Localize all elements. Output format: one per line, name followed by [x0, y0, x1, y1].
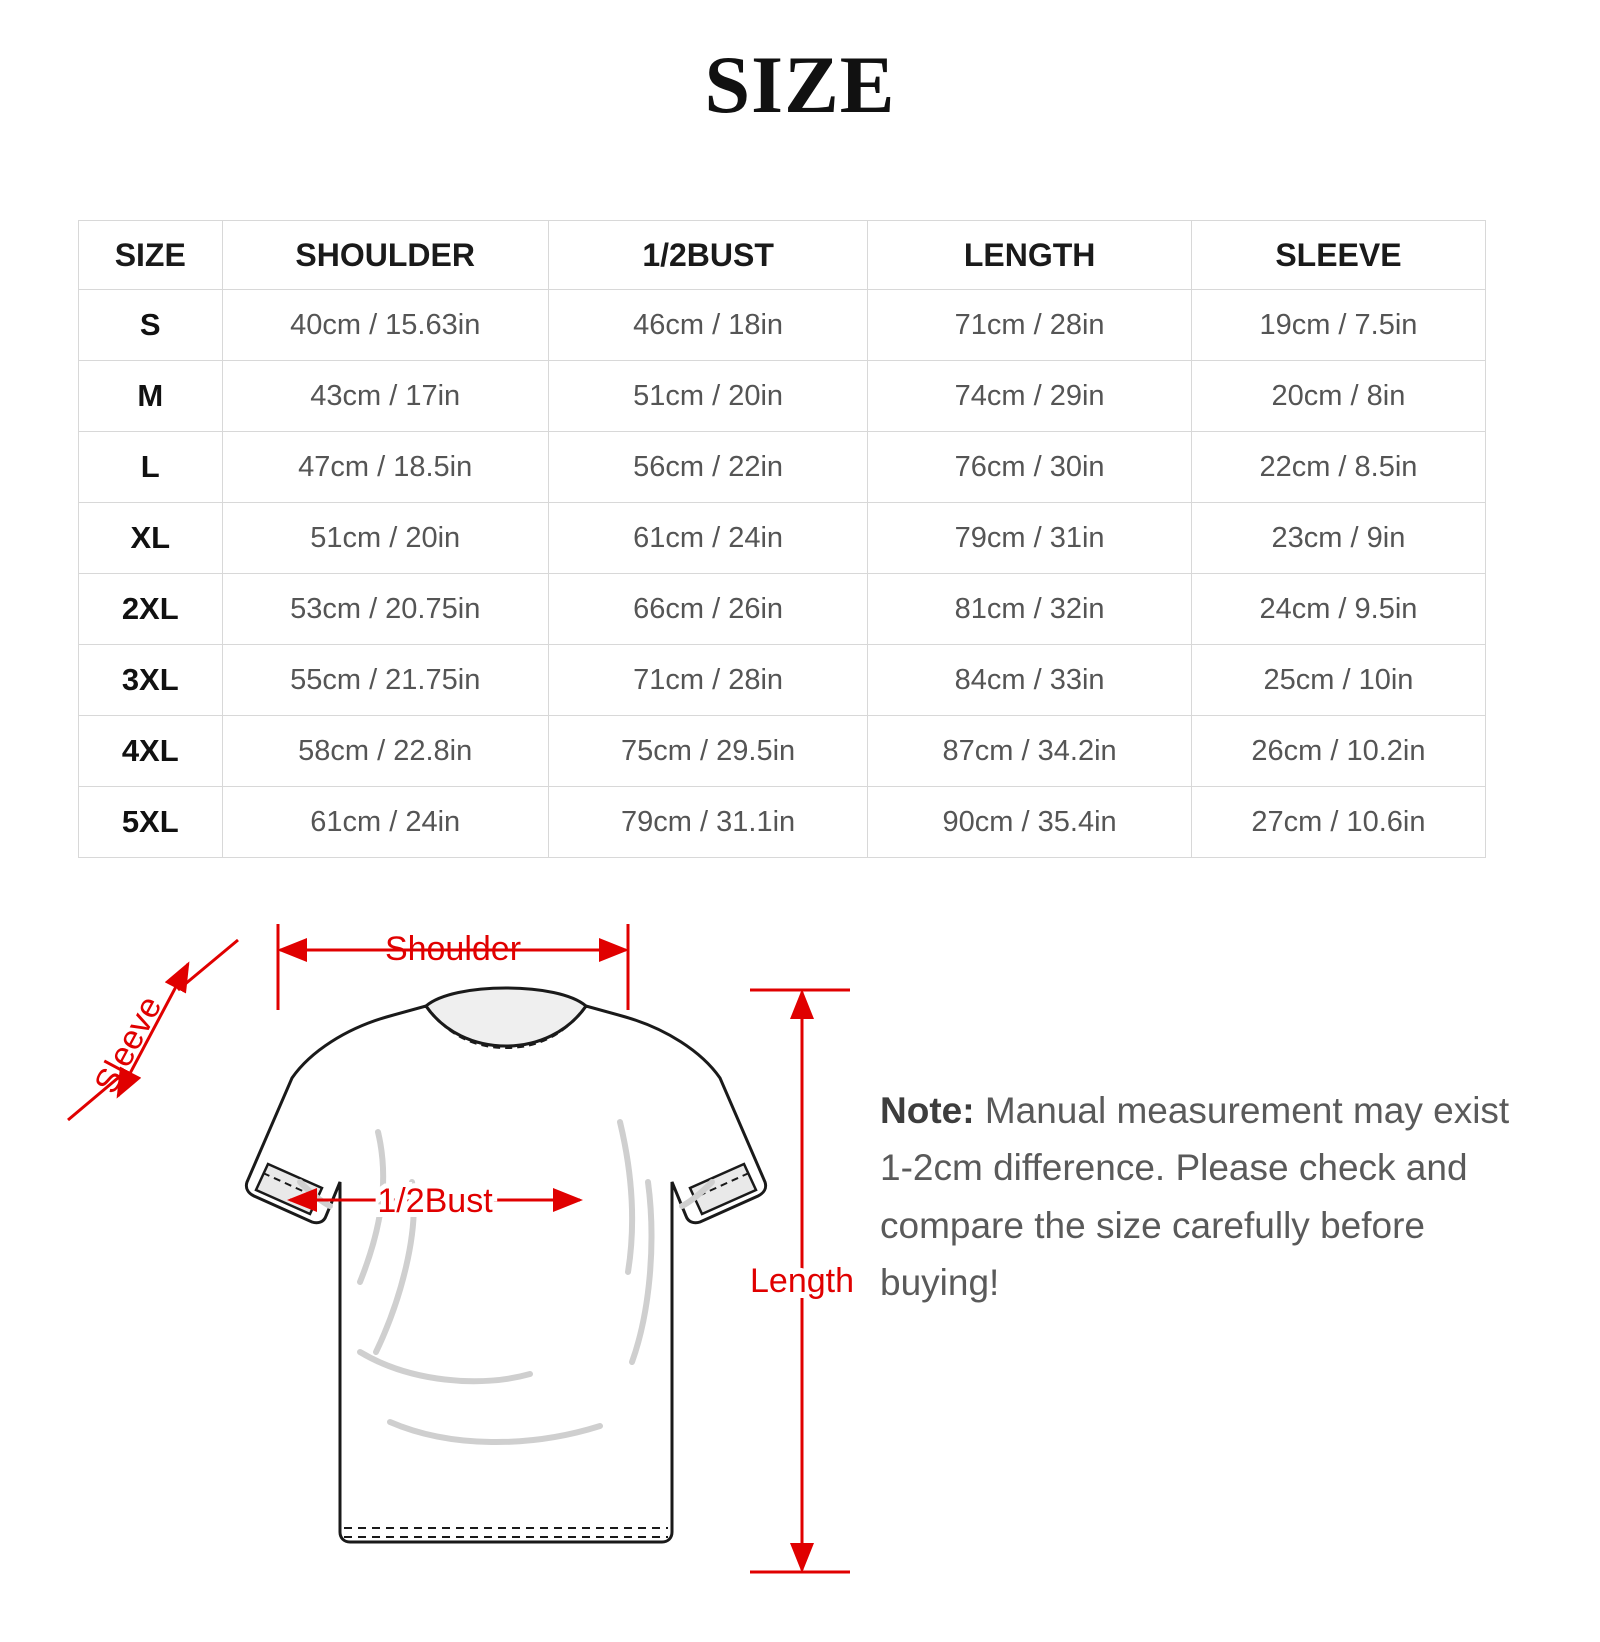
- cell-length: 74cm / 29in: [868, 361, 1192, 432]
- cell-size: 5XL: [79, 787, 223, 858]
- table-row: [79, 645, 1486, 716]
- cell-size: 2XL: [79, 574, 223, 645]
- table-row: [79, 716, 1486, 787]
- cell-size: 3XL: [79, 645, 223, 716]
- cell-sleeve: 19cm / 7.5in: [1191, 290, 1485, 361]
- cell-length: 90cm / 35.4in: [868, 787, 1192, 858]
- size-chart-table: [78, 220, 1486, 858]
- cell-shoulder: 58cm / 22.8in: [222, 716, 548, 787]
- tshirt-measurement-diagram: [60, 882, 880, 1622]
- table-row: [79, 574, 1486, 645]
- cell-bust: 61cm / 24in: [548, 503, 867, 574]
- cell-size: L: [79, 432, 223, 503]
- cell-shoulder: 47cm / 18.5in: [222, 432, 548, 503]
- cell-size: 4XL: [79, 716, 223, 787]
- cell-length: 79cm / 31in: [868, 503, 1192, 574]
- cell-bust: 56cm / 22in: [548, 432, 867, 503]
- table-row: [79, 432, 1486, 503]
- note-text: Manual measurement may exist 1-2cm difference. Please check and compare the size carefully before buying!: [880, 1090, 1510, 1304]
- cell-bust: 71cm / 28in: [548, 645, 867, 716]
- table-header-row: [79, 221, 1486, 290]
- cell-length: 84cm / 33in: [868, 645, 1192, 716]
- cell-bust: 75cm / 29.5in: [548, 716, 867, 787]
- note-prefix: Note:: [880, 1090, 975, 1131]
- cell-size: M: [79, 361, 223, 432]
- cell-length: 76cm / 30in: [868, 432, 1192, 503]
- cell-size: S: [79, 290, 223, 361]
- length-label: Length: [750, 1262, 854, 1300]
- cell-bust: 51cm / 20in: [548, 361, 867, 432]
- table-row: [79, 361, 1486, 432]
- column-header-sleeve: SLEEVE: [1191, 221, 1485, 290]
- size-chart-table-wrapper: [78, 220, 1486, 858]
- cell-bust: 66cm / 26in: [548, 574, 867, 645]
- table-row: [79, 290, 1486, 361]
- cell-shoulder: 51cm / 20in: [222, 503, 548, 574]
- cell-sleeve: 23cm / 9in: [1191, 503, 1485, 574]
- table-row: [79, 787, 1486, 858]
- cell-length: 81cm / 32in: [868, 574, 1192, 645]
- cell-shoulder: 40cm / 15.63in: [222, 290, 548, 361]
- column-header-length: LENGTH: [868, 221, 1192, 290]
- tshirt-illustration: [246, 988, 765, 1542]
- cell-sleeve: 26cm / 10.2in: [1191, 716, 1485, 787]
- cell-length: 87cm / 34.2in: [868, 716, 1192, 787]
- cell-sleeve: 20cm / 8in: [1191, 361, 1485, 432]
- cell-shoulder: 43cm / 17in: [222, 361, 548, 432]
- measurement-note: [880, 1082, 1540, 1311]
- column-header-shoulder: SHOULDER: [222, 221, 548, 290]
- cell-shoulder: 53cm / 20.75in: [222, 574, 548, 645]
- cell-sleeve: 24cm / 9.5in: [1191, 574, 1485, 645]
- bust-label: 1/2Bust: [377, 1182, 493, 1220]
- shoulder-label: Shoulder: [384, 930, 522, 968]
- cell-sleeve: 22cm / 8.5in: [1191, 432, 1485, 503]
- cell-shoulder: 55cm / 21.75in: [222, 645, 548, 716]
- sleeve-label: Sleeve: [87, 990, 170, 1100]
- cell-length: 71cm / 28in: [868, 290, 1192, 361]
- cell-sleeve: 25cm / 10in: [1191, 645, 1485, 716]
- cell-bust: 46cm / 18in: [548, 290, 867, 361]
- column-header-size: SIZE: [79, 221, 223, 290]
- column-header-bust: 1/2BUST: [548, 221, 867, 290]
- cell-bust: 79cm / 31.1in: [548, 787, 867, 858]
- cell-sleeve: 27cm / 10.6in: [1191, 787, 1485, 858]
- cell-size: XL: [79, 503, 223, 574]
- cell-shoulder: 61cm / 24in: [222, 787, 548, 858]
- table-row: [79, 503, 1486, 574]
- page-title: SIZE: [704, 39, 896, 130]
